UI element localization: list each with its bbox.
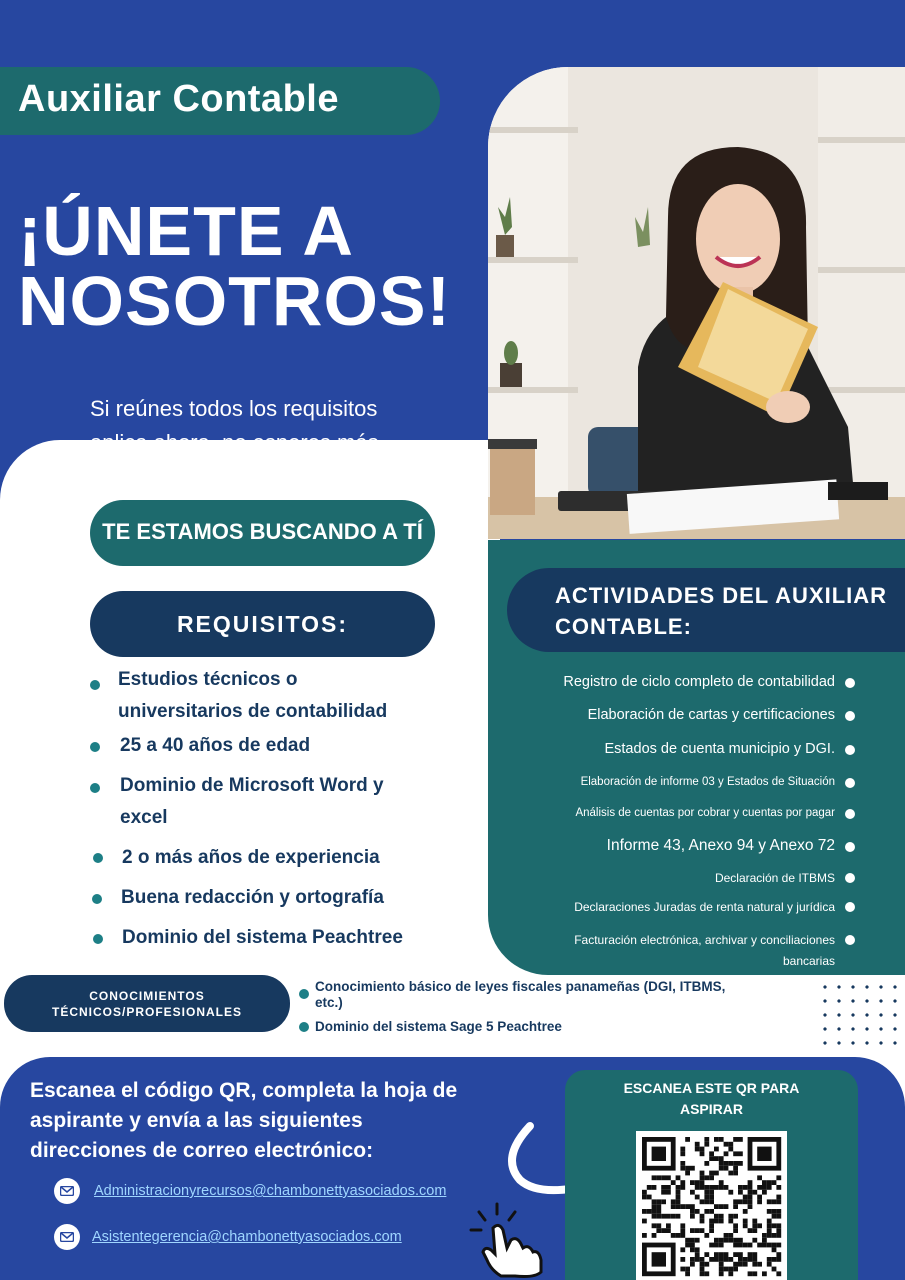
- bullet-icon: [299, 989, 309, 999]
- requirement-line-1: Dominio de Microsoft Word y: [120, 775, 384, 796]
- knowledge-item: Dominio del sistema Sage 5 Peachtree: [315, 1019, 562, 1034]
- list-item-text: Estados de cuenta municipio y DGI.: [604, 741, 835, 757]
- mail-icon: [54, 1178, 80, 1204]
- job-title: Auxiliar Contable: [18, 78, 339, 120]
- knowledge-item: [315, 979, 725, 1011]
- email-link-admin[interactable]: Administracionyrecursos@chambonettyasociados.com: [94, 1183, 447, 1199]
- subtitle: [90, 392, 385, 460]
- apply-line-1: Escanea el código QR, completa la hoja de: [30, 1079, 458, 1102]
- list-item: [563, 674, 855, 690]
- subtitle-line-1: Si reúnes todos los requisitos: [90, 396, 378, 421]
- list-item-text: Declaraciones Juradas de renta natural y jurídica: [574, 900, 835, 914]
- list-item-text: Análisis de cuentas por cobrar y cuentas por pagar: [575, 807, 835, 819]
- bullet-icon: [845, 678, 855, 688]
- bullet-icon: [845, 902, 855, 912]
- bullet-icon: [845, 873, 855, 883]
- bullet-icon: [845, 745, 855, 755]
- list-item: [574, 900, 855, 914]
- requirement-item: [118, 664, 387, 728]
- requirement-item: 2 o más años de experiencia: [122, 847, 380, 868]
- requirement-line-2: universitarios de contabilidad: [118, 701, 388, 722]
- activities-title: [555, 580, 887, 642]
- woman-reading-photo: [488, 67, 905, 539]
- apply-line-2: aspirante y envía a las siguientes: [30, 1109, 363, 1132]
- email-row: [54, 1224, 402, 1250]
- list-item-text: Elaboración de informe 03 y Estados de Situación: [580, 776, 835, 788]
- headline-line-1: ¡ÚNETE A: [18, 192, 354, 270]
- requirement-item: 25 a 40 años de edad: [120, 735, 311, 756]
- requirement-line-2: excel: [120, 807, 168, 828]
- bullet-icon: [93, 934, 103, 944]
- list-item-line-1: Facturación electrónica, archivar y conciliaciones: [574, 933, 835, 947]
- list-item: [604, 741, 855, 757]
- qr-code[interactable]: [636, 1131, 787, 1280]
- bullet-icon: [90, 783, 100, 793]
- search-banner: TE ESTAMOS BUSCANDO A TÍ: [102, 519, 423, 544]
- headline-line-2: NOSOTROS!: [18, 262, 451, 340]
- requirement-item: [120, 770, 384, 834]
- bullet-icon: [845, 809, 855, 819]
- list-item-line-2: bancarias: [782, 954, 835, 968]
- qr-title: [565, 1078, 858, 1120]
- list-item-text: Informe 43, Anexo 94 y Anexo 72: [606, 837, 835, 854]
- requirement-line-1: Estudios técnicos o: [118, 669, 298, 690]
- list-item: [581, 776, 855, 788]
- activities-title-line-2: CONTABLE:: [555, 614, 692, 639]
- list-item: [588, 707, 855, 723]
- bullet-icon: [92, 894, 102, 904]
- bullet-icon: [845, 935, 855, 945]
- email-row: [54, 1178, 446, 1204]
- apply-instructions: [30, 1076, 510, 1166]
- decorative-dots: [818, 980, 898, 1052]
- list-item: [715, 871, 855, 885]
- list-item-text: Registro de ciclo completo de contabilidad: [563, 674, 835, 690]
- hand-pointer-icon: [465, 1200, 550, 1278]
- requirement-item: Buena redacción y ortografía: [121, 887, 384, 908]
- bullet-icon: [845, 778, 855, 788]
- qr-title-line-1: ESCANEA ESTE QR PARA: [623, 1080, 800, 1096]
- knowledge-label-line-1: CONOCIMIENTOS: [89, 989, 205, 1003]
- qr-code-image: [636, 1131, 787, 1280]
- subtitle-line-2: aplica ahora, no esperes más.: [90, 430, 385, 455]
- knowledge-label-line-2: TÉCNICOS/PROFESIONALES: [51, 1005, 243, 1019]
- list-item: [575, 807, 855, 819]
- qr-title-line-2: ASPIRAR: [679, 1101, 743, 1117]
- list-item-text: Declaración de ITBMS: [714, 871, 835, 885]
- list-item: [607, 837, 855, 855]
- knowledge-line-2: etc.): [315, 995, 343, 1010]
- bullet-icon: [299, 1022, 309, 1032]
- list-item-text: Elaboración de cartas y certificaciones: [587, 707, 835, 723]
- bullet-icon: [90, 742, 100, 752]
- apply-line-3: direcciones de correo electrónico:: [30, 1139, 374, 1162]
- knowledge-label: [4, 988, 290, 1020]
- bullet-icon: [90, 680, 100, 690]
- mail-icon: [54, 1224, 80, 1250]
- list-item-text: [574, 930, 835, 972]
- email-link-assistant[interactable]: Asistentegerencia@chambonettyasociados.com: [92, 1229, 402, 1245]
- bullet-icon: [845, 711, 855, 721]
- activities-title-line-1: ACTIVIDADES DEL AUXILIAR: [555, 583, 888, 608]
- requirements-title: REQUISITOS:: [176, 611, 349, 637]
- bullet-icon: [93, 853, 103, 863]
- list-item: [574, 930, 855, 972]
- knowledge-line-1: Conocimiento básico de leyes fiscales panameñas (DGI, ITBMS,: [315, 979, 726, 994]
- bullet-icon: [845, 842, 855, 852]
- requirement-item: Dominio del sistema Peachtree: [122, 927, 403, 948]
- headline: [18, 192, 451, 340]
